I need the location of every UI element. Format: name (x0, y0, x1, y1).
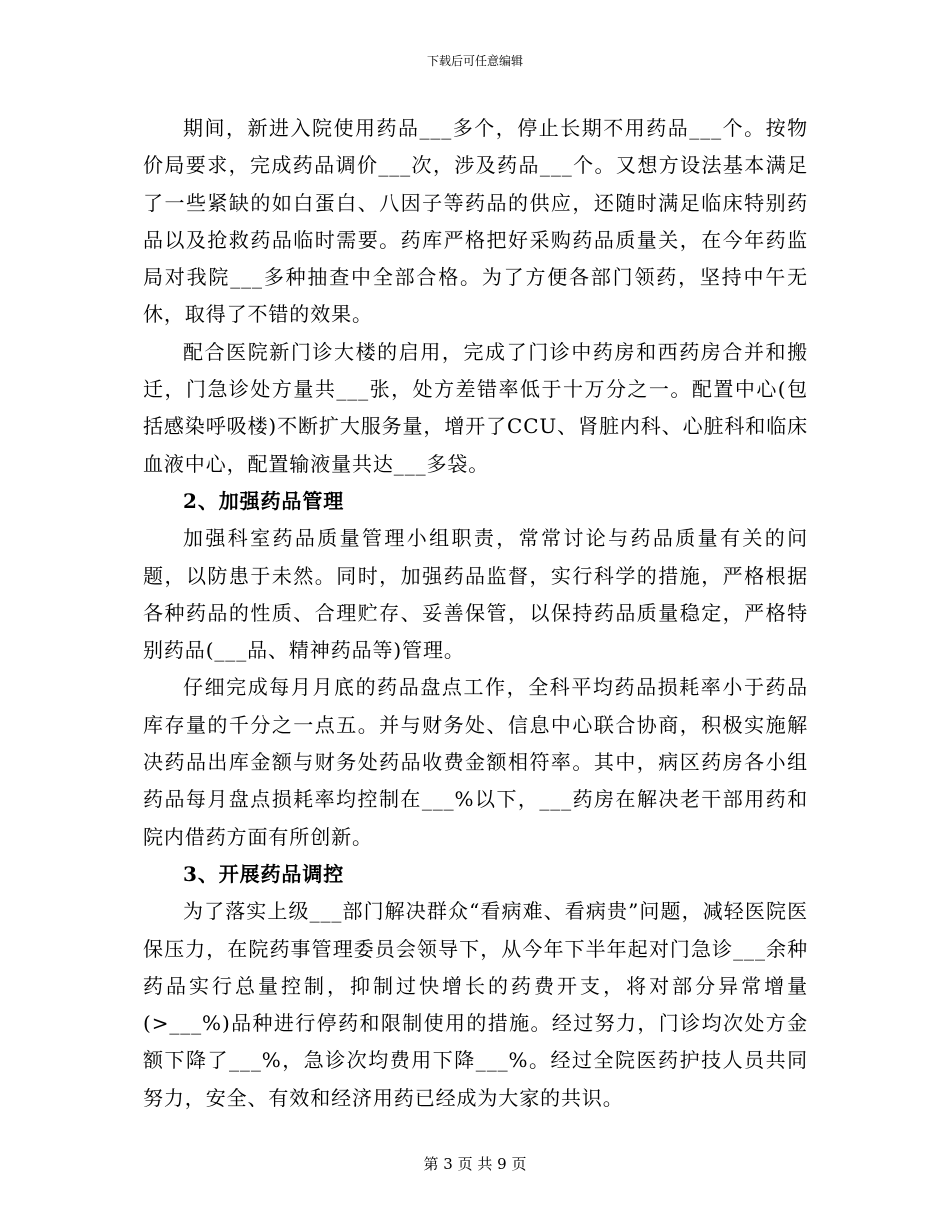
paragraph-inventory: 仔细完成每月月底的药品盘点工作，全科平均药品损耗率小于药品库存量的千分之一点五。并与财务处、信息中心联合协商，积极实施解决药品出库金额与财务处药品收费金额相符率。其中，病区药房各小组药品每月盘点损耗率均控制在___%以下，___药房在解决老干部用药和院内借药方面有所创新。 (143, 675, 808, 849)
section-heading-drug-control: 3、开展药品调控 (183, 861, 345, 886)
paragraph-outpatient-pharmacy: 配合医院新门诊大楼的启用，完成了门诊中药房和西药房合并和搬迁，门急诊处方量共___张，处方差错率低于十万分之一。配置中心(包括感染呼吸楼)不断扩大服务量，增开了CCU、肾脏内科、心脏科和临床血液中心，配置输液量共达___多袋。 (143, 339, 808, 476)
paragraph-drug-usage: 期间，新进入院使用药品___多个，停止长期不用药品___个。按物价局要求，完成药品调价___次，涉及药品___个。又想方设法基本满足了一些紧缺的如白蛋白、八因子等药品的供应，还随时满足临床特别药品以及抢救药品临时需要。药库严格把好采购药品质量关，在今年药监局对我院___多种抽查中全部合格。为了方便各部门领药，坚持中午无休，取得了不错的效果。 (143, 116, 808, 327)
paragraph-cost-control: 为了落实上级___部门解决群众“看病难、看病贵”问题，减轻医院医保压力，在院药事管理委员会领导下，从今年下半年起对门急诊___余种药品实行总量控制，抑制过快增长的药费开支，将对部分异常增量(>___%)品种进行停药和限制使用的措施。经过努力，门诊均次处方金额下降了___%，急诊次均费用下降___%。经过全院医药护技人员共同努力，安全、有效和经济用药已经成为大家的共识。 (143, 899, 808, 1110)
section-heading-drug-management: 2、加强药品管理 (183, 488, 345, 513)
document-body (143, 110, 808, 1117)
paragraph-quality-management: 加强科室药品质量管理小组职责，常常讨论与药品质量有关的问题，以防患于未然。同时，加强药品监督，实行科学的措施，严格根据各种药品的性质、合理贮存、妥善保管，以保持药品质量稳定，严格特别药品(___品、精神药品等)管理。 (143, 526, 808, 663)
page-header: 下载后可任意编辑 (426, 54, 523, 68)
page-number: 第 3 页 共 9 页 (423, 1155, 527, 1173)
